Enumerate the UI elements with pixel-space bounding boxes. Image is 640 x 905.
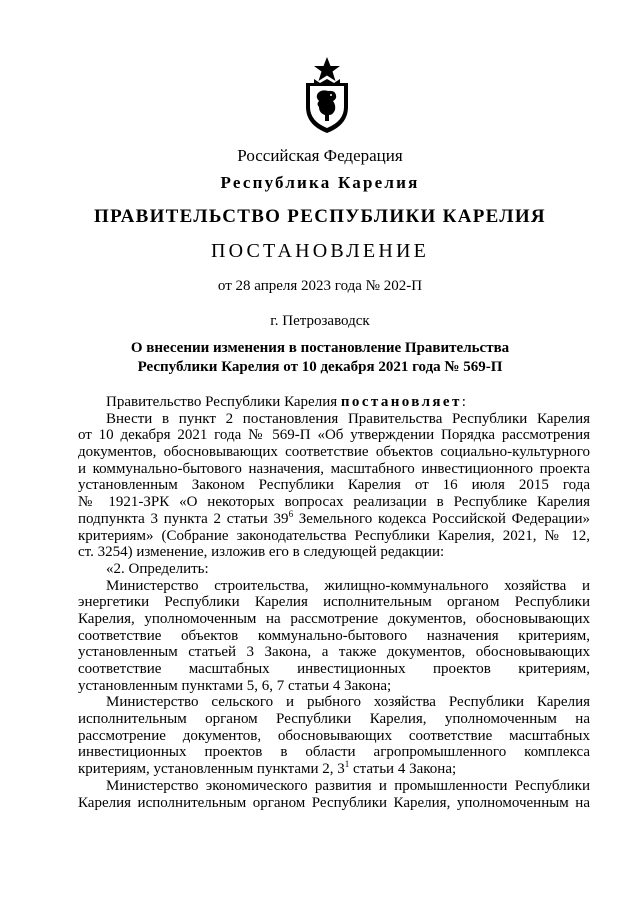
body-text: Земельного кодекса Российской Федерации» xyxy=(293,510,590,527)
body-line: «2. Определить: xyxy=(106,560,209,577)
body-text: подпункта 3 пункта 2 статьи 39 xyxy=(78,510,289,527)
body-line: критериям» (Собрание законодательства Республики Карелия, 2021, № 12, xyxy=(78,527,590,544)
body-line: Карелия, уполномоченным на рассмотрение документов, обосновывающих xyxy=(78,610,590,627)
body-line: установленным статьей 3 Закона, а также документов, обосновывающих xyxy=(78,644,590,661)
body-text: Правительство Республики Карелия xyxy=(106,394,341,410)
country-name: Российская Федерация xyxy=(237,146,403,165)
superscript: 1 xyxy=(344,759,350,770)
body-line: исполнительным органом Республики Карелия, уполномоченным на xyxy=(78,711,590,728)
republic-name: Республика Карелия xyxy=(220,173,420,192)
government-name: ПРАВИТЕЛЬСТВО РЕСПУБЛИКИ КАРЕЛИЯ xyxy=(94,206,546,227)
body-line: и коммунально-бытового назначения, масштабного инвестиционного проекта xyxy=(78,460,590,477)
body-text: : xyxy=(461,394,466,410)
document-title-line-2: Республики Карелия от 10 декабря 2021 года № 569-П xyxy=(137,359,503,375)
body-line: документов, обосновывающих соответствие объектов социально-культурного xyxy=(78,444,590,461)
body-text: критериям, установленным пунктами 2, 3 xyxy=(78,761,345,778)
body-line: установленным Законом Республики Карелия от 16 июля 2015 года xyxy=(78,477,590,494)
document-date-number: от 28 апреля 2023 года № 202-П xyxy=(217,278,423,294)
body-line: № 1921-ЗРК «О некоторых вопросах реализации в Республике Карелия xyxy=(78,494,590,511)
document-title-line-1: О внесении изменения в постановление Правительства xyxy=(130,340,510,356)
body-line: установленным пунктами 5, 6, 7 статьи 4 Закона; xyxy=(78,677,392,694)
body-line: от 10 декабря 2021 года № 569-П «Об утверждении Порядка рассмотрения xyxy=(78,427,590,444)
body-line: инвестиционных проектов в области агропромышленного комплекса xyxy=(78,744,590,761)
body-line: Карелия исполнительным органом Республики Карелия, уполномоченным на xyxy=(78,794,590,811)
body-line: Министерство сельского и рыбного хозяйства Республики Карелия xyxy=(106,694,590,711)
body-line: ст. 3254) изменение, изложив его в следующей редакции: xyxy=(78,544,445,561)
document-type: ПОСТАНОВЛЕНИЕ xyxy=(210,240,430,262)
body-line xyxy=(78,508,590,528)
body-line: соответствие масштабных инвестиционных проектов критериям, xyxy=(78,661,590,677)
body-line: энергетики Республики Карелия исполнительным органом Республики xyxy=(78,594,590,611)
resolution-keyword: постановляет xyxy=(340,394,462,410)
body-line xyxy=(78,394,590,411)
karelia-coat-of-arms-icon xyxy=(302,55,352,135)
body-line: рассмотрение документов, обосновывающих соответствие масштабных xyxy=(78,727,590,744)
document-city: г. Петрозаводск xyxy=(270,313,370,329)
body-line: Министерство экономического развития и промышленности Республики xyxy=(106,777,590,794)
body-line xyxy=(78,761,590,778)
body-text: статьи 4 Закона; xyxy=(349,761,457,778)
superscript: 6 xyxy=(288,508,294,519)
body-line: Министерство строительства, жилищно-коммунального хозяйства и xyxy=(106,577,590,594)
body-line: Внести в пункт 2 постановления Правительства Республики Карелия xyxy=(106,410,590,427)
document-body xyxy=(78,394,590,811)
body-line: соответствие объектов коммунально-бытового назначения критериям, xyxy=(78,627,590,644)
